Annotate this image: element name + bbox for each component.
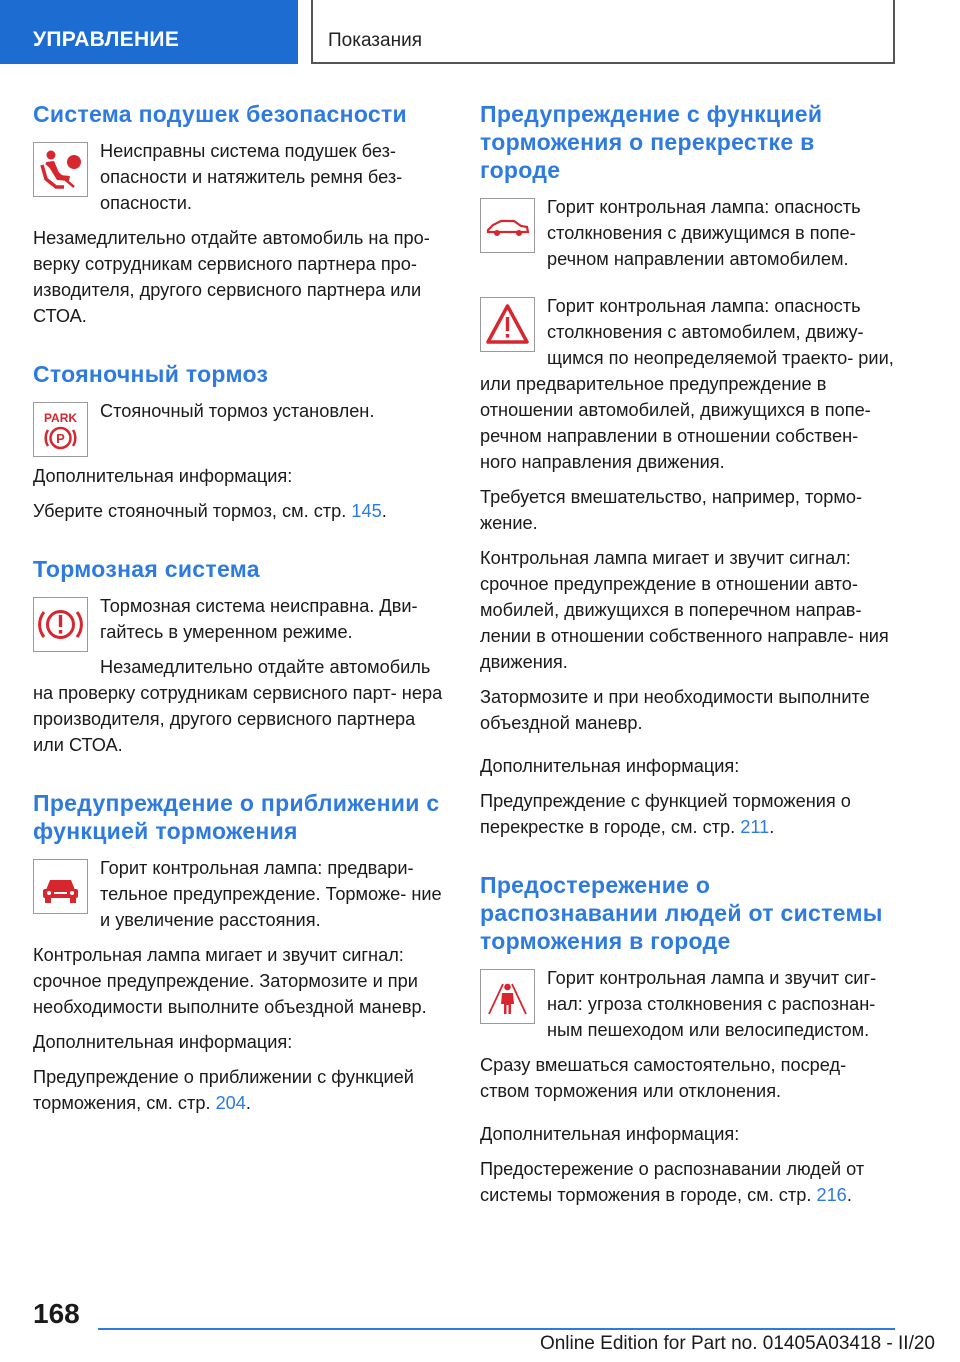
page-number: 168 (33, 1298, 80, 1329)
airbag-heading: Система подушек безопасности (33, 101, 407, 127)
approach-text-1: Горит контрольная лампа: предвари- тельное предупреждение. Торможе- ние и увеличение расстояния. (100, 858, 442, 930)
parking-block (33, 398, 445, 463)
pedestrian-text-3: Дополнительная информация: (480, 1124, 740, 1144)
crossing-text-2: Горит контрольная лампа: опасность столкновения с автомобилем, движу- щимся по неопределяемой траекто- рии, или предварительное предупреждение в отношении автомобилей, движущихся в попе- речном направлении в отношении собствен- ного направления движения. (480, 296, 894, 472)
parking-heading: Стояночный тормоз (33, 361, 269, 387)
brake-text-1: Тормозная система неисправна. Дви- гайтесь в умеренном режиме. (100, 596, 418, 642)
edition-note: Online Edition for Part no. 01405A03418 - II/20 (539, 1333, 935, 1354)
parking-text-2: Дополнительная информация: (33, 466, 293, 486)
chapter-tab (311, 0, 895, 64)
pedestrian-warning-icon (480, 969, 535, 1024)
svg-text:PARK: PARK (43, 411, 78, 425)
crossing-block-2 (480, 293, 895, 484)
approach-text-3: Дополнительная информация: (33, 1032, 293, 1052)
section-tab (0, 0, 298, 64)
page-link-145[interactable]: 145 (351, 501, 382, 521)
park-brake-icon (33, 402, 88, 457)
parking-text-1: Стояночный тормоз установлен. (100, 401, 375, 421)
crossing-text-4: Контрольная лампа мигает и звучит сигнал: срочное предупреждение в отношении авто- мобилей, движущихся в поперечном направ- лении в отношении собственного направле- ния движения. (480, 548, 889, 672)
parking-text-3: Уберите стояночный тормоз, см. стр. 145. (33, 501, 387, 521)
brake-block (33, 593, 445, 767)
airbag-warning-icon (33, 142, 88, 197)
approach-text-2: Контрольная лампа мигает и звучит сигнал: срочное предупреждение. Затормозите и при необходимости выполните объездной маневр. (33, 945, 427, 1017)
right-column (480, 100, 895, 1217)
warning-triangle-icon (480, 297, 535, 352)
crossing-text-7: Предупреждение с функцией торможения о перекрестке в городе, см. стр. 211. (480, 791, 851, 837)
crossing-block-1 (480, 194, 895, 281)
page-link-204[interactable]: 204 (215, 1093, 246, 1113)
footer-divider (98, 1328, 895, 1330)
crossing-text-1: Горит контрольная лампа: опасность столкновения с движущимся в попе- речном направлении автомобилем. (547, 197, 861, 269)
page-link-216[interactable]: 216 (816, 1185, 847, 1205)
pedestrian-block (480, 965, 895, 1052)
brake-warning-icon (33, 597, 88, 652)
approach-text-4: Предупреждение о приближении с функцией торможения, см. стр. 204. (33, 1067, 414, 1113)
airbag-text-1: Неисправны система подушек без- опасности и натяжитель ремня без- опасности. (100, 141, 403, 213)
crossing-text-3: Требуется вмешательство, например, тормо- жение. (480, 487, 863, 533)
approach-block (33, 855, 445, 942)
pedestrian-heading: Предостережение о распознавании людей от системы торможения в городе (480, 872, 883, 954)
pedestrian-text-1: Горит контрольная лампа и звучит сиг- нал: угроза столкновения с распознан- ным пешеходом или велосипедистом. (547, 968, 877, 1040)
brake-text-2: Незамедлительно отдайте автомобиль на проверку сотрудникам сервисного парт- нера производителя, другого сервисного партнера или СТОА. (33, 657, 443, 755)
section-title: УПРАВЛЕНИЕ (33, 28, 180, 51)
left-column (33, 100, 445, 1125)
airbag-text-2: Незамедлительно отдайте автомобиль на про- верку сотрудникам сервисного партнера про- изводителя, другого сервисного партнера или СТОА. (33, 228, 430, 326)
approach-heading: Предупреждение о приближении с функцией торможения (33, 790, 440, 844)
brake-heading: Тормозная система (33, 556, 260, 582)
chapter-title: Показания (328, 30, 422, 51)
airbag-block (33, 138, 445, 225)
crossing-heading: Предупреждение с функцией торможения о перекрестке в городе (480, 101, 823, 183)
page-link-211[interactable]: 211 (740, 817, 770, 837)
car-side-icon (480, 198, 535, 253)
pedestrian-text-4: Предостережение о распознавании людей от системы торможения в городе, см. стр. 216. (480, 1159, 865, 1205)
crossing-text-6: Дополнительная информация: (480, 756, 740, 776)
pedestrian-text-2: Сразу вмешаться самостоятельно, посред- ством торможения или отклонения. (480, 1055, 847, 1101)
car-approach-icon (33, 859, 88, 914)
svg-text:P: P (56, 431, 65, 446)
crossing-text-5: Затормозите и при необходимости выполните объездной маневр. (480, 687, 870, 733)
